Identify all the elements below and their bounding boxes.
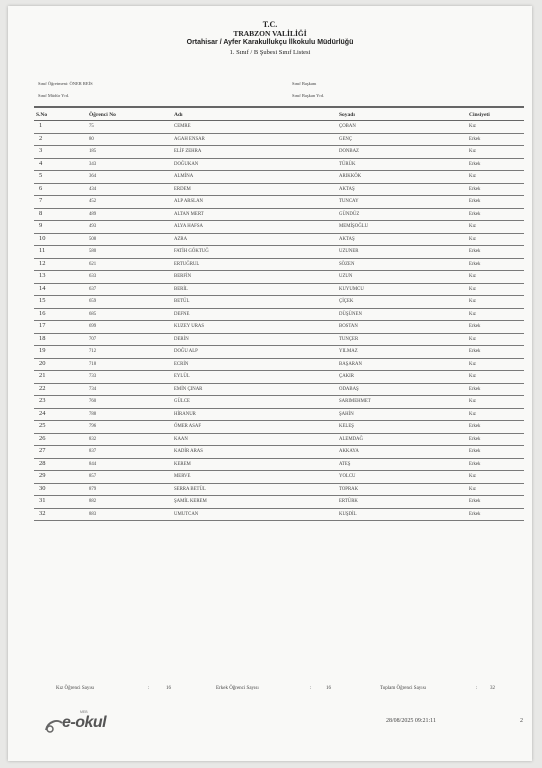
row-surname: YILMAZ: [339, 349, 358, 354]
row-student-no: 832: [89, 436, 97, 442]
row-name: ERDEM: [174, 186, 191, 192]
row-student-no: 80: [89, 136, 94, 142]
row-sno: 32: [39, 509, 46, 517]
row-sno: 20: [39, 359, 46, 367]
table-row: [34, 371, 524, 384]
meta-vice-president: Sınıf Başkan Yrd.: [292, 93, 325, 98]
table-row: [34, 396, 524, 409]
row-name: ALMİNA: [174, 174, 194, 179]
row-name: ALP ARSLAN: [174, 199, 204, 204]
table-row: [34, 459, 524, 472]
table-row: [34, 484, 524, 497]
meta-teacher: Sınıf Öğretmeni: ÖNER REİS: [38, 81, 93, 86]
row-gender: Kız: [469, 224, 476, 229]
table-row: [34, 321, 524, 334]
col-header-gender: Cinsiyeti: [469, 112, 490, 118]
col-header-student-no: Öğrenci No: [89, 112, 116, 118]
row-gender: Erkek: [469, 436, 481, 442]
table-row: [34, 121, 524, 134]
row-sno: 8: [39, 209, 43, 217]
top-rule: [34, 106, 524, 108]
row-surname: UZUNER: [339, 249, 359, 254]
table-row: [34, 234, 524, 247]
row-name: SERRA BETÜL: [174, 486, 206, 492]
row-name: ELİF ZEHRA: [174, 149, 202, 154]
row-student-no: 489: [89, 211, 97, 217]
table-row: [34, 334, 524, 347]
table-row: [34, 309, 524, 322]
total-count-separator: :: [476, 686, 478, 691]
row-surname: GÜNDÜZ: [339, 211, 360, 217]
row-student-no: 844: [89, 461, 97, 467]
row-gender: Kız: [469, 286, 476, 292]
row-sno: 18: [39, 334, 46, 342]
row-name: CEMRE: [174, 124, 191, 129]
row-student-no: 788: [89, 411, 97, 417]
table-row: [34, 196, 524, 209]
row-surname: ŞAHİN: [339, 411, 354, 417]
header-school: Ortahisar / Ayfer Karakullukçu İlkokulu Müdürlüğü: [186, 39, 354, 46]
row-sno: 19: [39, 347, 46, 354]
table-row: [34, 146, 524, 159]
meta-class-president: Sınıf Başkanı: [292, 81, 317, 86]
row-surname: ODABAŞ: [339, 386, 359, 392]
row-sno: 2: [39, 134, 43, 142]
row-name: EMİN ÇINAR: [174, 386, 203, 392]
row-name: DERİN: [174, 336, 189, 342]
row-sno: 10: [39, 234, 46, 242]
row-gender: Kız: [469, 486, 476, 492]
row-sno: 17: [39, 322, 46, 329]
row-gender: Erkek: [469, 449, 481, 454]
table-row: [34, 296, 524, 309]
row-name: KEREM: [174, 461, 191, 467]
row-surname: MEMİŞOĞLU: [339, 224, 369, 229]
girl-count-label: Kız Öğrenci Sayısı: [56, 686, 95, 691]
row-sno: 9: [39, 222, 43, 229]
row-surname: AKKAYA: [339, 449, 359, 454]
row-surname: DÜŞÜNEN: [339, 311, 362, 317]
row-gender: Kız: [469, 149, 476, 154]
row-student-no: 633: [89, 274, 97, 279]
boy-count-value: 16: [326, 686, 331, 691]
row-student-no: 712: [89, 349, 97, 354]
col-header-name: Adı: [174, 112, 183, 118]
row-sno: 11: [39, 247, 46, 254]
row-name: ECRİN: [174, 361, 189, 367]
table-row: [34, 421, 524, 434]
row-name: ERTUĞRUL: [174, 261, 200, 267]
row-name: UMUTCAN: [174, 511, 199, 517]
row-name: DOĞUKAN: [174, 161, 199, 167]
row-surname: ÇİÇEK: [339, 299, 354, 304]
row-student-no: 760: [89, 399, 97, 404]
table-row: [34, 134, 524, 147]
row-gender: Erkek: [469, 349, 481, 354]
row-surname: AKTAŞ: [339, 186, 355, 192]
row-name: AGAH ENSAR: [174, 136, 205, 142]
row-student-no: 882: [89, 499, 97, 504]
row-gender: Kız: [469, 124, 476, 129]
row-surname: DONBAZ: [339, 149, 359, 154]
table-row: [34, 409, 524, 422]
row-student-no: 659: [89, 299, 97, 304]
row-student-no: 733: [89, 374, 97, 379]
row-gender: Erkek: [469, 386, 481, 392]
boy-count-separator: :: [310, 686, 312, 691]
row-sno: 4: [39, 159, 43, 167]
table-row: [34, 434, 524, 447]
table-row: [34, 271, 524, 284]
row-name: HİRANUR: [174, 411, 196, 417]
table-row: [34, 446, 524, 459]
logo-text: e-okul: [62, 714, 107, 731]
row-surname: ÇAKIR: [339, 374, 354, 379]
row-student-no: 452: [89, 199, 97, 204]
row-gender: Kız: [469, 311, 476, 317]
row-name: DEFNE: [174, 311, 190, 317]
row-sno: 13: [39, 272, 46, 279]
logo-small-text: MEB: [80, 710, 88, 714]
row-name: ALYA HAFSA: [174, 224, 203, 229]
row-gender: Erkek: [469, 261, 481, 267]
table-row: [34, 259, 524, 272]
table-row: [34, 171, 524, 184]
row-sno: 27: [39, 447, 46, 454]
row-student-no: 434: [89, 186, 97, 192]
row-name: BERFİN: [174, 274, 192, 279]
row-student-no: 364: [89, 174, 97, 179]
boy-count-label: Erkek Öğrenci Sayısı: [216, 686, 259, 691]
row-surname: TÜRÜK: [339, 161, 356, 167]
row-sno: 3: [39, 147, 43, 154]
row-name: DOĞU ALP: [174, 349, 198, 354]
row-gender: Erkek: [469, 511, 481, 517]
row-student-no: 837: [89, 449, 97, 454]
row-sno: 25: [39, 422, 46, 429]
row-name: KUZEY URAS: [174, 324, 205, 329]
row-gender: Erkek: [469, 211, 481, 217]
row-name: ÖMER ASAF: [174, 424, 202, 429]
row-surname: GENÇ: [339, 136, 353, 142]
document-page: [8, 6, 532, 761]
row-gender: Kız: [469, 236, 476, 242]
row-sno: 30: [39, 484, 46, 492]
total-count-value: 32: [490, 686, 495, 691]
e-okul-logo: [42, 712, 122, 736]
row-student-no: 718: [89, 361, 97, 367]
row-student-no: 508: [89, 236, 97, 242]
row-gender: Erkek: [469, 324, 481, 329]
row-gender: Kız: [469, 299, 476, 304]
page-number: 2: [520, 718, 523, 724]
row-name: ŞAMİL KEREM: [174, 499, 207, 504]
row-surname: AKTAŞ: [339, 236, 355, 242]
row-sno: 6: [39, 184, 43, 192]
row-surname: ARIKKÖK: [339, 174, 362, 179]
student-table: [34, 121, 524, 521]
row-name: KAAN: [174, 436, 188, 442]
row-gender: Erkek: [469, 499, 481, 504]
row-gender: Erkek: [469, 136, 481, 142]
row-gender: Kız: [469, 361, 476, 367]
row-gender: Kız: [469, 274, 476, 279]
row-name: EYLÜL: [174, 374, 190, 379]
row-gender: Kız: [469, 474, 476, 479]
row-student-no: 707: [89, 336, 97, 342]
row-student-no: 621: [89, 261, 97, 267]
row-sno: 15: [39, 297, 46, 304]
print-datetime: 28/08/2025 09:21:11: [386, 718, 436, 724]
row-surname: ALEMDAĞ: [339, 436, 363, 442]
row-gender: Erkek: [469, 249, 481, 254]
table-row: [34, 209, 524, 222]
row-gender: Kız: [469, 374, 476, 379]
row-name: FATİH GÖKTUĞ: [174, 249, 209, 254]
row-student-no: 879: [89, 486, 97, 492]
row-sno: 5: [39, 172, 43, 179]
header-tc: T.C.: [262, 20, 278, 29]
meta-vice-principal: Sınıf Müdür Yrd.: [38, 93, 70, 98]
row-sno: 26: [39, 434, 46, 442]
row-surname: TOPRAK: [339, 486, 359, 492]
table-row: [34, 509, 524, 522]
row-surname: KELEŞ: [339, 424, 354, 429]
total-count-label: Toplam Öğrenci Sayısı: [380, 686, 427, 691]
col-header-surname: Soyadı: [339, 112, 355, 118]
col-header-sno: S.No: [36, 112, 48, 118]
row-surname: BOSTAN: [339, 324, 358, 329]
row-gender: Erkek: [469, 186, 481, 192]
row-surname: TUNCAY: [339, 199, 359, 204]
table-row: [34, 346, 524, 359]
girl-count-value: 16: [166, 686, 171, 691]
row-sno: 21: [39, 372, 46, 379]
table-row: [34, 384, 524, 397]
header-governorship: TRABZON VALİLİĞİ: [233, 29, 307, 38]
row-student-no: 580: [89, 249, 97, 254]
row-student-no: 493: [89, 224, 97, 229]
table-row: [34, 184, 524, 197]
row-gender: Erkek: [469, 461, 481, 467]
table-row: [34, 359, 524, 372]
row-surname: YOLCU: [339, 474, 356, 479]
row-student-no: 734: [89, 386, 97, 392]
row-gender: Erkek: [469, 161, 481, 167]
row-sno: 1: [39, 122, 43, 129]
row-student-no: 75: [89, 124, 94, 129]
row-student-no: 796: [89, 424, 97, 429]
row-surname: UZUN: [339, 274, 353, 279]
row-gender: Kız: [469, 336, 476, 342]
row-sno: 29: [39, 472, 46, 479]
row-surname: ATEŞ: [339, 461, 351, 467]
row-name: ALTAN MERT: [174, 211, 204, 217]
table-row: [34, 159, 524, 172]
row-student-no: 185: [89, 149, 97, 154]
row-name: BETÜL: [174, 299, 190, 304]
row-surname: ERTÜRK: [339, 499, 358, 504]
table-row: [34, 471, 524, 484]
row-name: GÜLCE: [174, 399, 190, 404]
row-surname: KUYUMCU: [339, 286, 364, 292]
row-sno: 23: [39, 397, 46, 404]
row-gender: Kız: [469, 174, 476, 179]
row-surname: KUŞDİL: [339, 511, 357, 517]
row-name: MERVE: [174, 474, 191, 479]
row-sno: 22: [39, 384, 46, 392]
row-gender: Kız: [469, 399, 476, 404]
row-sno: 14: [39, 284, 46, 292]
row-name: BERİL: [174, 286, 188, 292]
row-student-no: 343: [89, 161, 97, 167]
header-class-list: 1. Sınıf / B Şubesi Sınıf Listesi: [229, 49, 311, 56]
table-row: [34, 221, 524, 234]
row-surname: SARIMEHMET: [339, 399, 371, 404]
row-surname: ÇOBAN: [339, 124, 356, 129]
row-student-no: 637: [89, 286, 97, 292]
row-student-no: 883: [89, 511, 97, 517]
row-sno: 16: [39, 309, 46, 317]
row-gender: Erkek: [469, 199, 481, 204]
row-sno: 7: [39, 197, 43, 204]
table-row: [34, 496, 524, 509]
girl-count-separator: :: [148, 686, 150, 691]
row-student-no: 857: [89, 474, 97, 479]
row-surname: SÖZEN: [339, 261, 355, 267]
table-header: [34, 112, 524, 120]
row-student-no: 685: [89, 311, 97, 317]
row-name: AZRA: [174, 236, 188, 242]
row-student-no: 699: [89, 324, 97, 329]
row-surname: BAŞARAN: [339, 361, 362, 367]
row-sno: 12: [39, 259, 46, 267]
row-sno: 24: [39, 409, 46, 417]
row-gender: Kız: [469, 411, 476, 417]
table-row: [34, 246, 524, 259]
row-sno: 31: [39, 497, 46, 504]
e-okul-logo-icon: [44, 718, 64, 734]
row-gender: Erkek: [469, 424, 481, 429]
row-name: KADİR ARAS: [174, 449, 203, 454]
row-surname: TUNÇER: [339, 336, 359, 342]
table-row: [34, 284, 524, 297]
row-sno: 28: [39, 459, 46, 467]
